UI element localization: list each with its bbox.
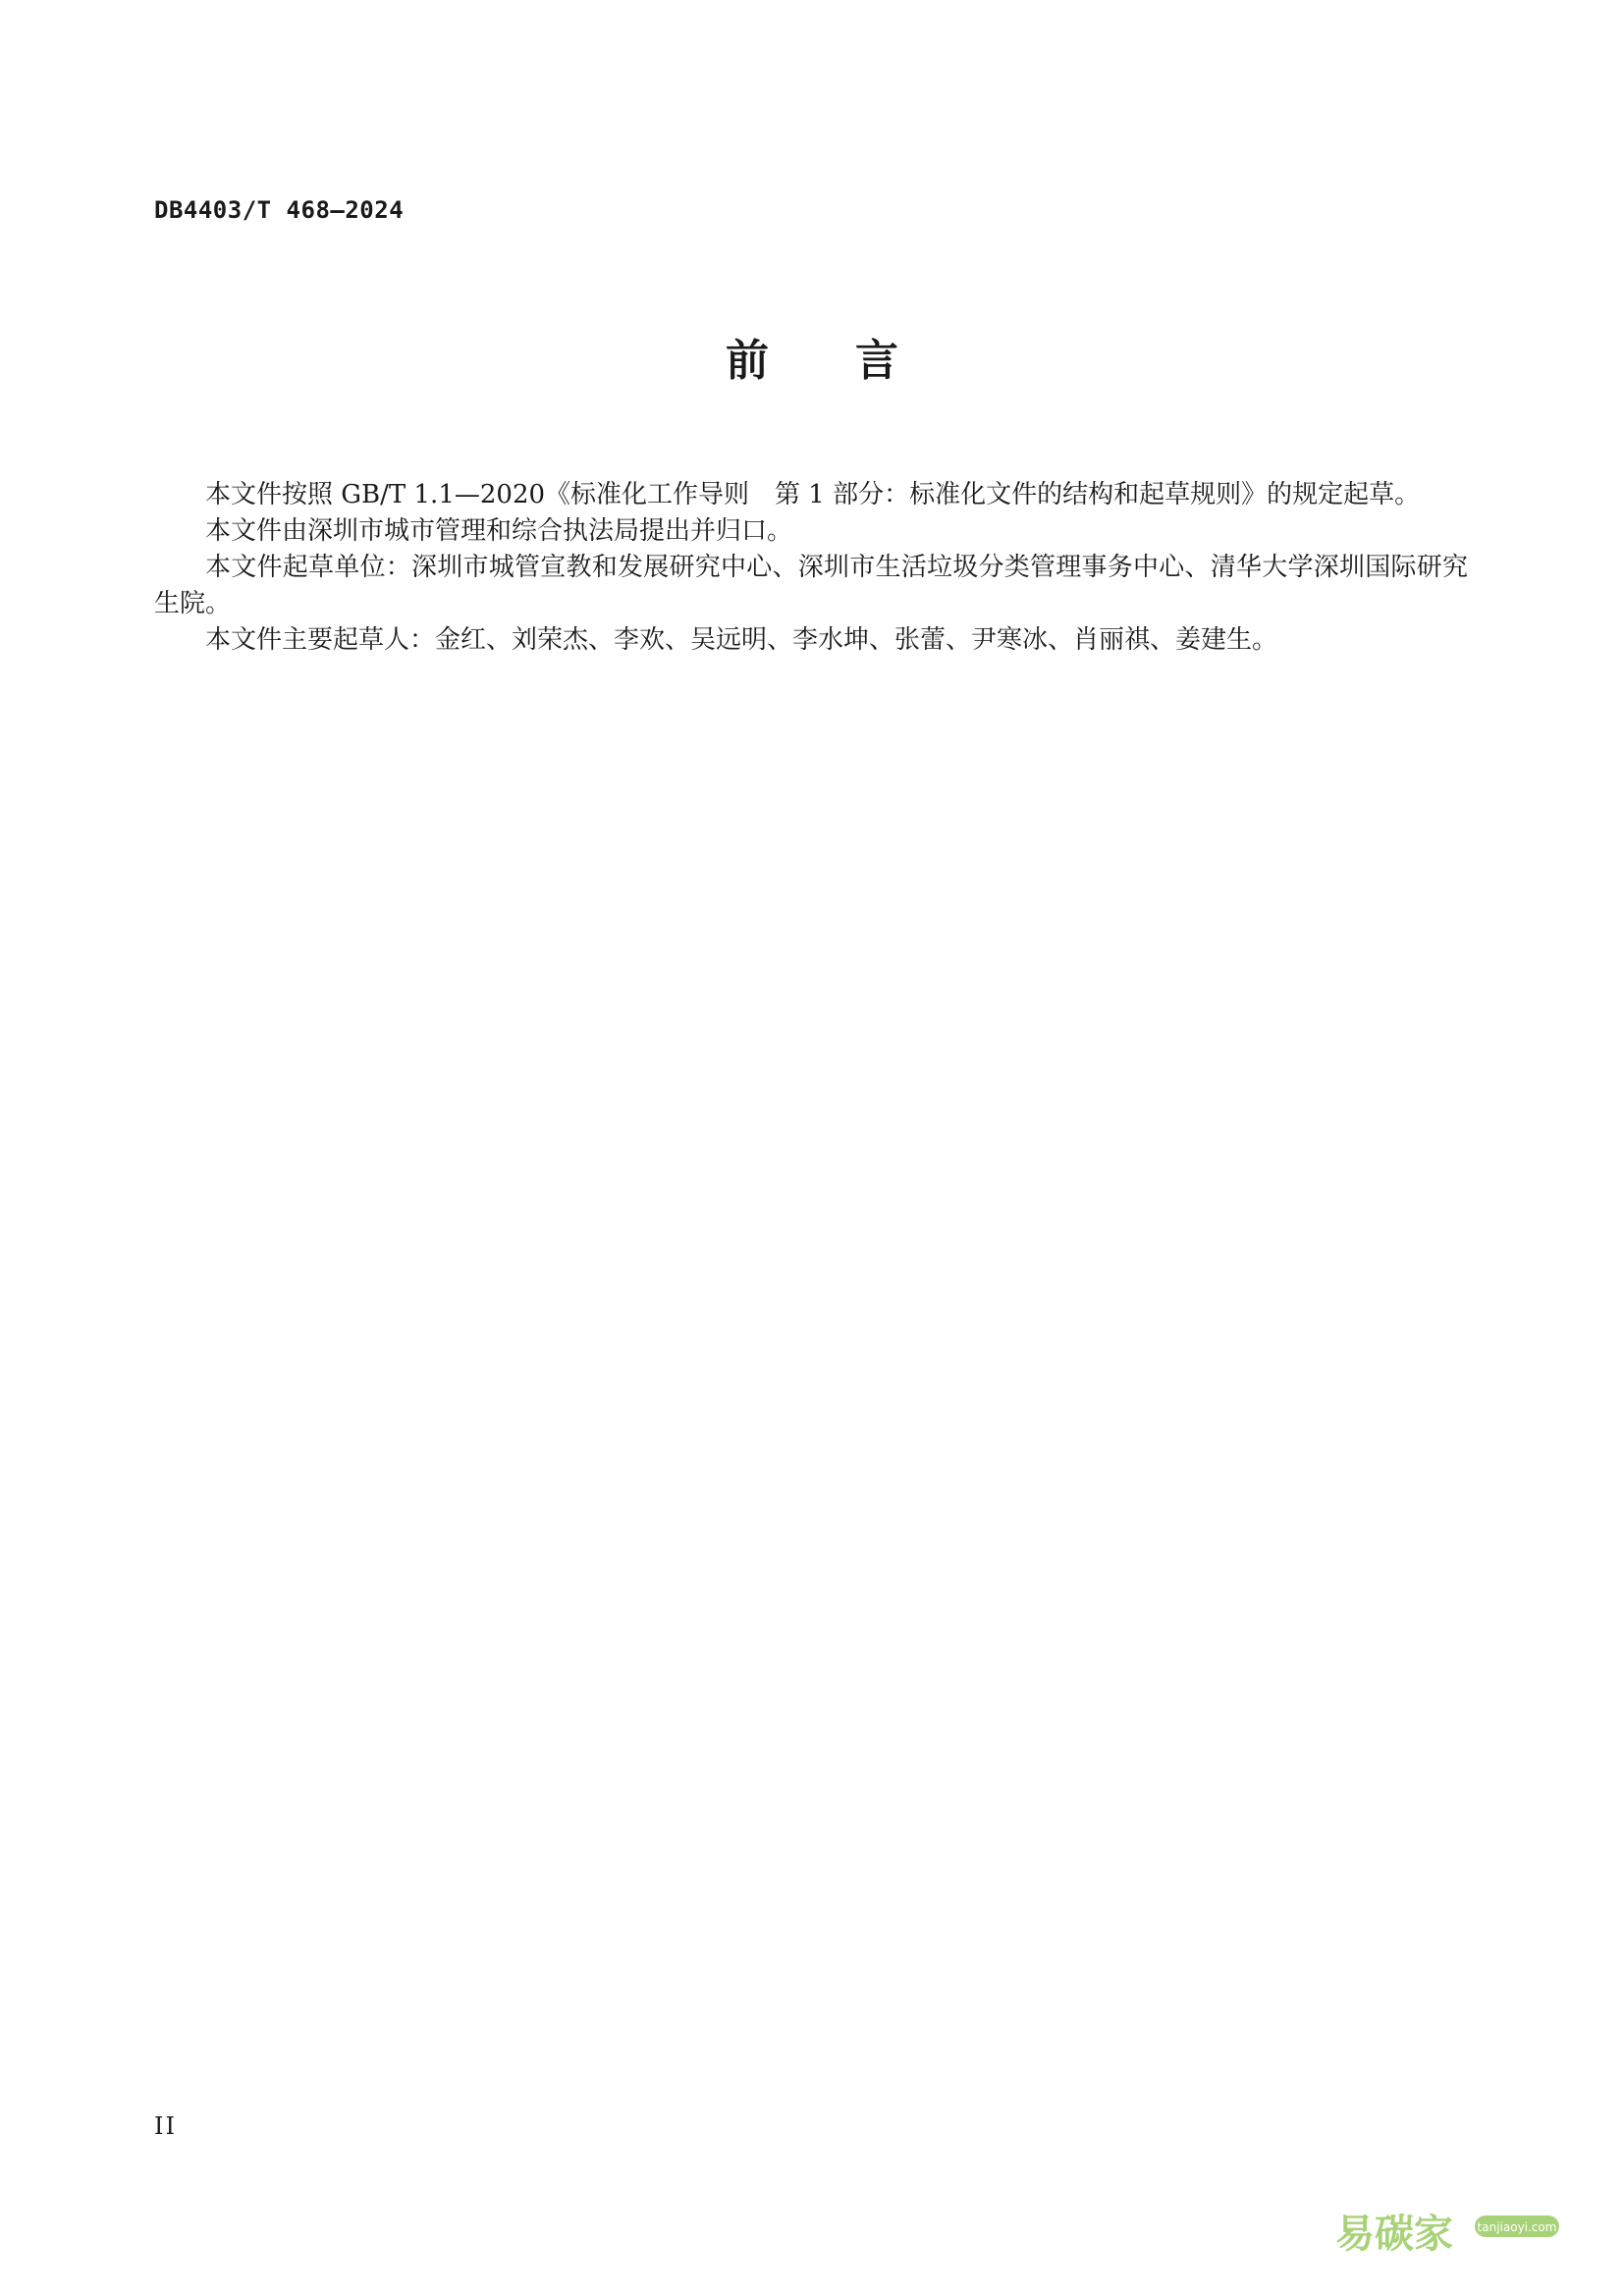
paragraph-drafters: 本文件主要起草人：金红、刘荣杰、李欢、吴远明、李水坤、张蕾、尹寒冰、肖丽祺、姜建生。 (205, 625, 1278, 655)
watermark-logo (1329, 2198, 1565, 2267)
watermark-domain-text: tanjiaoyi.com (1477, 2220, 1557, 2234)
paragraph-drafting-basis: 本文件按照 GB/T 1.1—2020《标准化工作导则 第 1 部分：标准化文件的结构和起草规则》的规定起草。 (205, 480, 1421, 509)
page-title (0, 334, 1624, 389)
paragraph-drafting-units: 本文件起草单位：深圳市城管宣教和发展研究中心、深圳市生活垃圾分类管理事务中心、清华大学深圳国际研究生院。 (154, 553, 1468, 618)
watermark-domain-badge (1475, 2216, 1559, 2237)
paragraph-proposer: 本文件由深圳市城市管理和综合执法局提出并归口。 (205, 516, 793, 546)
title-char-2: 言 (855, 336, 898, 386)
document-code: DB4403/T 468—2024 (154, 196, 405, 224)
watermark-logo-text: 易碳家 (1335, 2212, 1453, 2257)
title-char-1: 前 (726, 336, 769, 386)
foreword-body (154, 477, 1468, 659)
page-number: II (154, 2112, 177, 2140)
